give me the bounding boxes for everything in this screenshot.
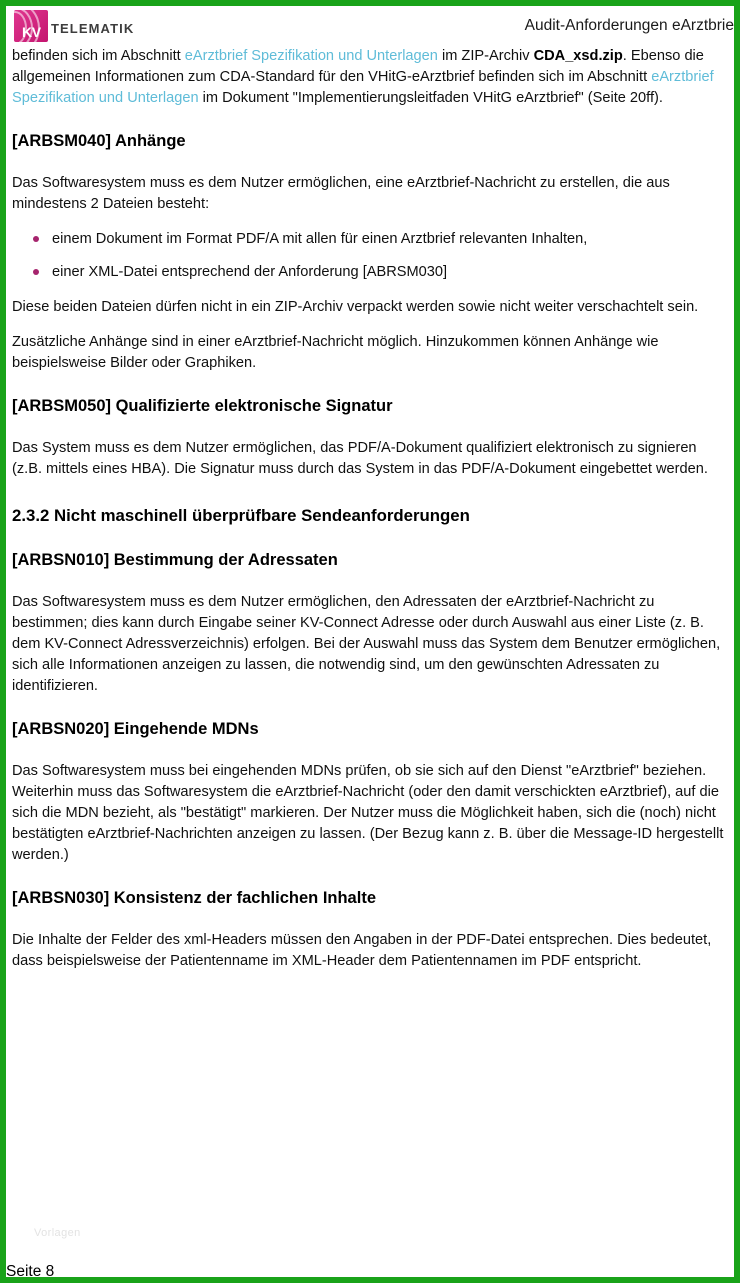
page-number-footer: Seite 8 [6, 1263, 55, 1277]
cda-zip-filename: CDA_xsd.zip [533, 48, 623, 64]
page-inner [6, 6, 734, 1277]
arbsm050-paragraph-1: Das System muss es dem Nutzer ermöglichen, das PDF/A-Dokument qualifiziert elektronisch zu signieren (z.B. mittels eines HBA). Die Signatur muss durch das System in das PDF/A-Dokument eingebettet werden. [12, 440, 708, 477]
heading-arbsn030: [ARBSN030] Konsistenz der fachlichen Inhalte [12, 889, 376, 907]
arbsm040-paragraph-1: Diese beiden Dateien dürfen nicht in ein ZIP-Archiv verpackt werden sowie nicht weiter verschachtelt sein. [12, 299, 699, 315]
arbsm040-intro: Das Softwaresystem muss es dem Nutzer ermöglichen, eine eArztbrief-Nachricht zu erstellen, die aus mindestens 2 Dateien besteht: [12, 175, 670, 212]
lead-part-2: im ZIP-Archiv [437, 48, 534, 64]
heading-section-2-3-2: 2.3.2 Nicht maschinell überprüfbare Sendeanforderungen [12, 506, 470, 525]
lead-paragraph [12, 46, 726, 109]
lead-part-1: befinden sich im Abschnitt [12, 48, 185, 64]
logo-telematik-text: TELEMATIK [51, 20, 135, 36]
list-item: einer XML-Datei entsprechend der Anforderung [ABRSM030] [52, 262, 726, 283]
watermark-text: Vorlagen [34, 1227, 81, 1239]
logo-kv-text: KV [22, 24, 41, 40]
heading-arbsm040: [ARBSM040] Anhänge [12, 132, 186, 150]
kv-telematik-logo [14, 8, 134, 44]
arbsm040-bullet-list [12, 229, 726, 283]
arbsm040-paragraph-2: Zusätzliche Anhänge sind in einer eArztbrief-Nachricht möglich. Hinzukommen können Anhänge wie beispielsweise Bilder oder Graphiken. [12, 334, 659, 371]
kv-logo-mark-icon [14, 10, 48, 42]
arbsn010-paragraph-1: Das Softwaresystem muss es dem Nutzer ermöglichen, den Adressaten der eArztbrief-Nachricht zu bestimmen; dies kann durch Eingabe seiner KV-Connect Adresse oder durch Auswahl aus einer Liste (z. B. dem KV-Connect Adressverzeichnis) erfolgen. Bei der Auswahl muss das System dem Benutzer ermöglichen, sich alle Informationen anzeigen zu lassen, die notwendig sind, um den gewünschten Adressaten zu identifizieren. [12, 594, 721, 694]
document-content [6, 46, 734, 972]
heading-arbsn020: [ARBSN020] Eingehende MDNs [12, 720, 259, 738]
list-item: einem Dokument im Format PDF/A mit allen für einen Arztbrief relevanten Inhalten, [52, 229, 726, 250]
arbsn030-paragraph-1: Die Inhalte der Felder des xml-Headers müssen den Angaben in der PDF-Datei entsprechen. Dies bedeutet, dass beispielsweise der Patientenname im XML-Header dem Patientennamen im PDF entspricht. [12, 932, 712, 969]
heading-arbsm050: [ARBSM050] Qualifizierte elektronische Signatur [12, 397, 393, 415]
lead-part-3: . Ebenso die allgemeinen Informationen zum CDA-Standard für den VHitG-eArztbrief befinden sich im Abschnitt [12, 48, 704, 85]
arbsn020-paragraph-1: Das Softwaresystem muss bei eingehenden MDNs prüfen, ob sie sich auf den Dienst "eArztbrief" beziehen. Weiterhin muss das Softwaresystem die eArztbrief-Nachricht (oder den damit verschickten eArztbrief), auf die sich die MDN bezieht, als "bestätigt" markieren. Der Nutzer muss die Möglichkeit haben, sich die (noch) nicht bestätigten eArztbrief-Nachrichten anzeigen zu lassen. (Der Bezug kann z. B. über die Message-ID hergestellt werden.) [12, 763, 724, 863]
document-header [6, 6, 734, 46]
heading-arbsn010: [ARBSN010] Bestimmung der Adressaten [12, 551, 338, 569]
lead-part-4: im Dokument "Implementierungsleitfaden VHitG eArztbrief" (Seite 20ff). [198, 90, 663, 106]
spec-link-2[interactable]: eArztbrief Spezifikation und Unterlagen [12, 69, 714, 106]
header-title: Audit-Anforderungen eArztbrie [524, 17, 734, 34]
spec-link-1[interactable]: eArztbrief Spezifikation und Unterlagen [184, 48, 438, 64]
